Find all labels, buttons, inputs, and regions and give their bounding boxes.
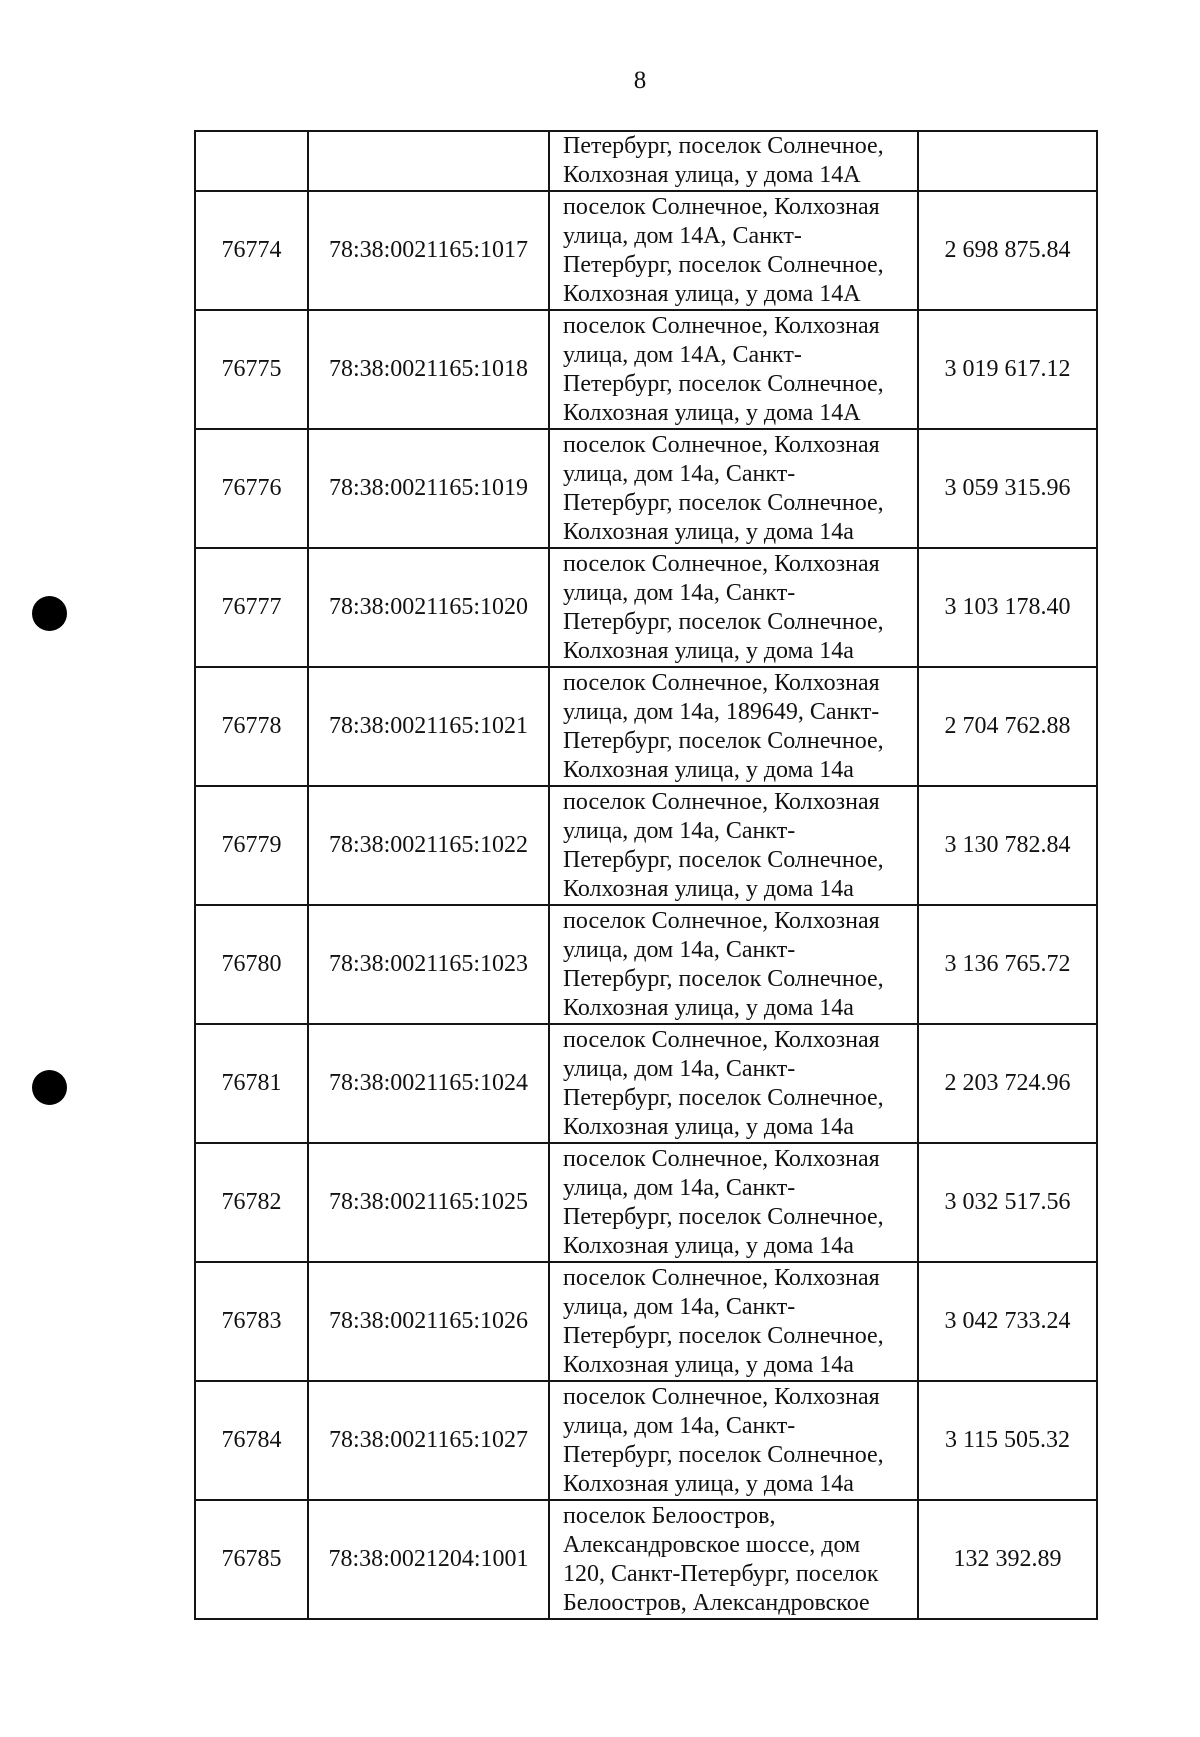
address-line: Колхозная улица, у дома 14а bbox=[563, 875, 854, 902]
cadastral-number-cell: 78:38:0021165:1019 bbox=[308, 429, 549, 548]
address-line: Петербург, поселок Солнечное, bbox=[563, 965, 884, 992]
cadastral-value-cell: 3 130 782.84 bbox=[918, 786, 1097, 905]
address-line: улица, дом 14а, Санкт- bbox=[563, 1055, 796, 1082]
address-line: Петербург, поселок Солнечное, bbox=[563, 608, 884, 635]
cadastral-value-cell: 2 698 875.84 bbox=[918, 191, 1097, 310]
cadastral-value-cell bbox=[918, 131, 1097, 191]
cadastral-value-cell: 3 059 315.96 bbox=[918, 429, 1097, 548]
address-line: Петербург, поселок Солнечное, bbox=[563, 1322, 884, 1349]
cadastral-value-cell: 3 019 617.12 bbox=[918, 310, 1097, 429]
address-line: поселок Солнечное, Колхозная bbox=[563, 669, 880, 696]
address-cell bbox=[549, 429, 918, 548]
address-line: Петербург, поселок Солнечное, bbox=[563, 846, 884, 873]
address-line: поселок Солнечное, Колхозная bbox=[563, 1145, 880, 1172]
registry-table-body bbox=[195, 131, 1097, 1619]
table-row bbox=[195, 191, 1097, 310]
address-line: Колхозная улица, у дома 14А bbox=[563, 280, 861, 307]
address-cell bbox=[549, 1024, 918, 1143]
record-number-cell: 76781 bbox=[195, 1024, 308, 1143]
table-row bbox=[195, 548, 1097, 667]
address-cell bbox=[549, 1381, 918, 1500]
cadastral-value-cell: 3 032 517.56 bbox=[918, 1143, 1097, 1262]
address-line: улица, дом 14а, Санкт- bbox=[563, 1412, 796, 1439]
record-number-cell: 76776 bbox=[195, 429, 308, 548]
cadastral-value-cell: 2 704 762.88 bbox=[918, 667, 1097, 786]
table-row bbox=[195, 1500, 1097, 1619]
record-number-cell: 76780 bbox=[195, 905, 308, 1024]
cadastral-number-cell: 78:38:0021165:1018 bbox=[308, 310, 549, 429]
address-line: Петербург, поселок Солнечное, bbox=[563, 1441, 884, 1468]
address-line: Колхозная улица, у дома 14а bbox=[563, 1351, 854, 1378]
address-cell bbox=[549, 1143, 918, 1262]
address-line: Колхозная улица, у дома 14а bbox=[563, 1470, 854, 1497]
address-line: поселок Солнечное, Колхозная bbox=[563, 788, 880, 815]
cadastral-number-cell: 78:38:0021165:1027 bbox=[308, 1381, 549, 1500]
address-line: улица, дом 14а, Санкт- bbox=[563, 579, 796, 606]
address-line: улица, дом 14а, Санкт- bbox=[563, 1293, 796, 1320]
record-number-cell: 76777 bbox=[195, 548, 308, 667]
record-number-cell: 76778 bbox=[195, 667, 308, 786]
address-line: Петербург, поселок Солнечное, bbox=[563, 1203, 884, 1230]
record-number-cell: 76774 bbox=[195, 191, 308, 310]
cadastral-value-cell: 3 115 505.32 bbox=[918, 1381, 1097, 1500]
address-cell bbox=[549, 1500, 918, 1619]
address-line: Колхозная улица, у дома 14а bbox=[563, 1232, 854, 1259]
address-line: улица, дом 14а, Санкт- bbox=[563, 1174, 796, 1201]
address-line: Колхозная улица, у дома 14а bbox=[563, 518, 854, 545]
address-line: поселок Солнечное, Колхозная bbox=[563, 907, 880, 934]
record-number-cell: 76775 bbox=[195, 310, 308, 429]
address-line: Белоостров, Александровское bbox=[563, 1589, 870, 1616]
cadastral-value-cell: 3 136 765.72 bbox=[918, 905, 1097, 1024]
cadastral-number-cell: 78:38:0021165:1024 bbox=[308, 1024, 549, 1143]
cadastral-value-cell: 132 392.89 bbox=[918, 1500, 1097, 1619]
table-row bbox=[195, 1143, 1097, 1262]
cadastral-number-cell bbox=[308, 131, 549, 191]
record-number-cell: 76785 bbox=[195, 1500, 308, 1619]
address-line: поселок Солнечное, Колхозная bbox=[563, 193, 880, 220]
table-row bbox=[195, 905, 1097, 1024]
address-line: поселок Солнечное, Колхозная bbox=[563, 431, 880, 458]
address-line: Петербург, поселок Солнечное, bbox=[563, 133, 884, 159]
address-cell bbox=[549, 131, 918, 191]
address-line: Колхозная улица, у дома 14а bbox=[563, 637, 854, 664]
address-line: улица, дом 14а, 189649, Санкт- bbox=[563, 698, 880, 725]
address-cell bbox=[549, 548, 918, 667]
record-number-cell: 76783 bbox=[195, 1262, 308, 1381]
address-line: Петербург, поселок Солнечное, bbox=[563, 251, 884, 278]
record-number-cell: 76779 bbox=[195, 786, 308, 905]
cadastral-number-cell: 78:38:0021165:1017 bbox=[308, 191, 549, 310]
record-number-cell: 76784 bbox=[195, 1381, 308, 1500]
address-line: улица, дом 14а, Санкт- bbox=[563, 936, 796, 963]
address-line: поселок Белоостров, bbox=[563, 1502, 776, 1529]
address-line: улица, дом 14а, Санкт- bbox=[563, 460, 796, 487]
cadastral-number-cell: 78:38:0021165:1022 bbox=[308, 786, 549, 905]
page-number: 8 bbox=[633, 67, 647, 94]
record-number-cell: 76782 bbox=[195, 1143, 308, 1262]
address-cell bbox=[549, 786, 918, 905]
address-line: Александровское шоссе, дом bbox=[563, 1531, 861, 1558]
cadastral-number-cell: 78:38:0021165:1021 bbox=[308, 667, 549, 786]
address-line: Колхозная улица, у дома 14А bbox=[563, 162, 861, 188]
table-row bbox=[195, 1381, 1097, 1500]
table-row bbox=[195, 1024, 1097, 1143]
address-line: улица, дом 14А, Санкт- bbox=[563, 341, 802, 368]
address-line: Петербург, поселок Солнечное, bbox=[563, 370, 884, 397]
address-line: поселок Солнечное, Колхозная bbox=[563, 1383, 880, 1410]
address-line: Колхозная улица, у дома 14а bbox=[563, 1113, 854, 1140]
address-line: Петербург, поселок Солнечное, bbox=[563, 1084, 884, 1111]
table-row bbox=[195, 310, 1097, 429]
table-row bbox=[195, 131, 1097, 191]
punch-hole bbox=[32, 596, 67, 631]
cadastral-value-cell: 3 103 178.40 bbox=[918, 548, 1097, 667]
address-line: улица, дом 14А, Санкт- bbox=[563, 222, 802, 249]
cadastral-number-cell: 78:38:0021165:1020 bbox=[308, 548, 549, 667]
address-cell bbox=[549, 667, 918, 786]
address-cell bbox=[549, 191, 918, 310]
address-line: Колхозная улица, у дома 14А bbox=[563, 399, 861, 426]
table-row bbox=[195, 1262, 1097, 1381]
address-line: поселок Солнечное, Колхозная bbox=[563, 550, 880, 577]
address-cell bbox=[549, 310, 918, 429]
registry-table bbox=[194, 130, 1098, 1620]
address-line: Колхозная улица, у дома 14а bbox=[563, 756, 854, 783]
address-line: Петербург, поселок Солнечное, bbox=[563, 489, 884, 516]
address-line: улица, дом 14а, Санкт- bbox=[563, 817, 796, 844]
punch-hole bbox=[32, 1070, 67, 1105]
table-row bbox=[195, 667, 1097, 786]
address-line: 120, Санкт-Петербург, поселок bbox=[563, 1560, 879, 1587]
address-cell bbox=[549, 905, 918, 1024]
address-line: поселок Солнечное, Колхозная bbox=[563, 312, 880, 339]
cadastral-number-cell: 78:38:0021204:1001 bbox=[308, 1500, 549, 1619]
cadastral-number-cell: 78:38:0021165:1026 bbox=[308, 1262, 549, 1381]
cadastral-value-cell: 3 042 733.24 bbox=[918, 1262, 1097, 1381]
address-line: поселок Солнечное, Колхозная bbox=[563, 1026, 880, 1053]
address-line: Петербург, поселок Солнечное, bbox=[563, 727, 884, 754]
address-line: Колхозная улица, у дома 14а bbox=[563, 994, 854, 1021]
cadastral-value-cell: 2 203 724.96 bbox=[918, 1024, 1097, 1143]
cadastral-number-cell: 78:38:0021165:1023 bbox=[308, 905, 549, 1024]
table-row bbox=[195, 786, 1097, 905]
record-number-cell bbox=[195, 131, 308, 191]
address-cell bbox=[549, 1262, 918, 1381]
cadastral-number-cell: 78:38:0021165:1025 bbox=[308, 1143, 549, 1262]
table-row bbox=[195, 429, 1097, 548]
address-line: поселок Солнечное, Колхозная bbox=[563, 1264, 880, 1291]
